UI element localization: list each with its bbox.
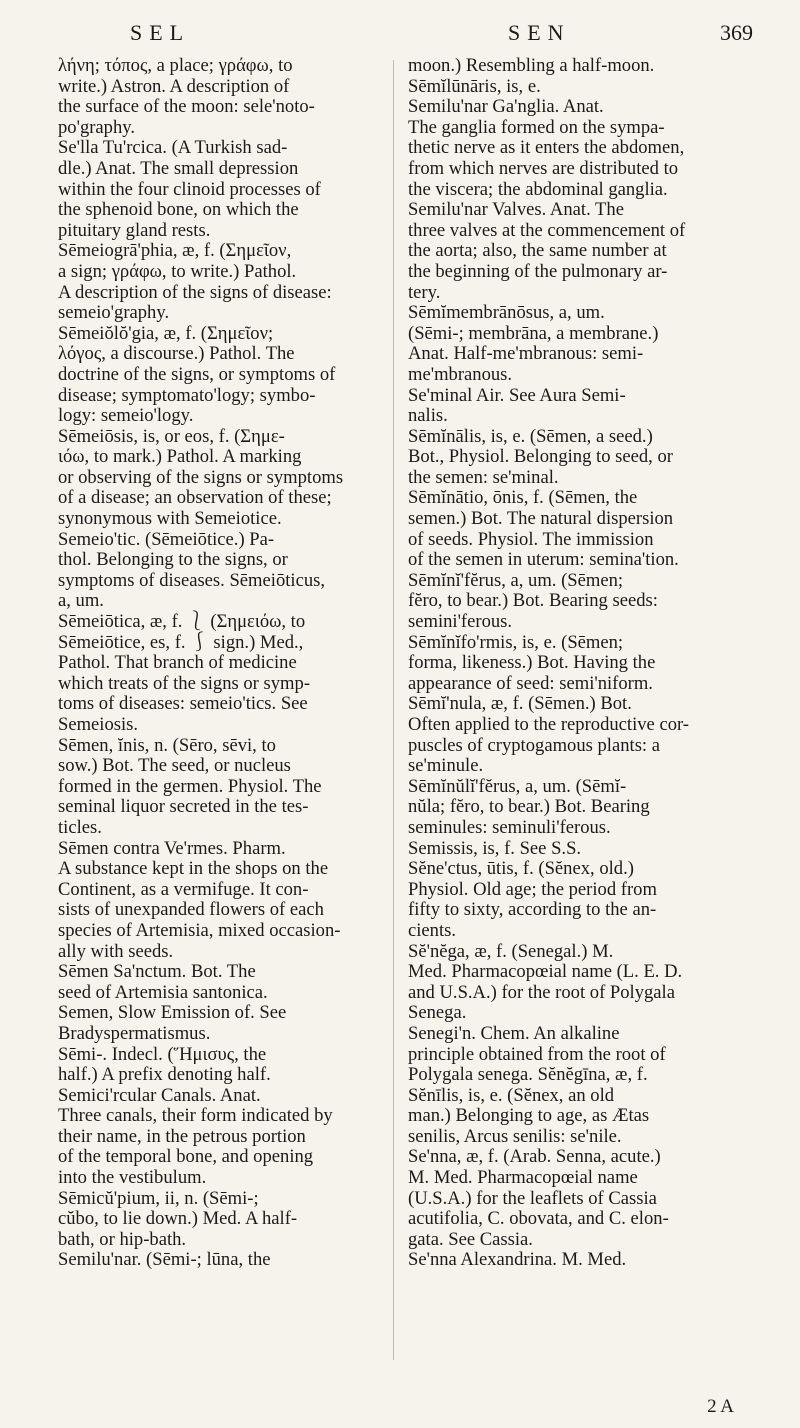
text-line: moon.) Resembling a half-moon. <box>408 56 655 76</box>
text-line: thetic nerve as it enters the abdomen, <box>408 137 685 159</box>
text-line: of the temporal bone, and opening <box>58 1146 314 1168</box>
text-line: Sēmeiōtice, es, f. ⎰ sign.) Med., <box>58 631 304 653</box>
text-line: of the semen in uterum: semina'tion. <box>408 549 679 571</box>
text-line: species of Artemisia, mixed occasion- <box>58 919 341 941</box>
text-line: po'graphy. <box>58 116 136 138</box>
text-line: Sēmi-. Indecl. (Ἥμισυς, the <box>58 1043 267 1065</box>
text-line: which treats of the signs or symp- <box>58 672 311 694</box>
left-column <box>58 56 376 1418</box>
text-line: tery. <box>408 281 441 303</box>
text-line: Senegi'n. Chem. An alkaline <box>408 1022 620 1044</box>
text-line: Physiol. Old age; the period from <box>408 878 657 900</box>
text-line: puscles of cryptogamous plants: a <box>408 734 660 756</box>
text-line: Sĕnīlis, is, e. (Sĕnex, an old <box>408 1084 615 1106</box>
text-line: symptoms of diseases. Sēmeiōticus, <box>58 569 326 591</box>
text-line: Sēmĭnŭlĭ'fĕrus, a, um. (Sēmĭ- <box>408 775 627 797</box>
text-line: half.) A prefix denoting half. <box>58 1064 271 1086</box>
text-line: Sēmen contra Ve'rmes. Pharm. <box>58 837 286 859</box>
page-number: 369 <box>720 20 753 45</box>
text-line: (Sēmi-; membrāna, a membrane.) <box>408 322 659 344</box>
text-line: Med. Pharmacopœial name (L. E. D. <box>408 961 683 983</box>
text-line: ticles. <box>58 816 102 838</box>
text-line: into the vestibulum. <box>58 1167 207 1189</box>
text-line: write.) Astron. A description of <box>58 75 290 97</box>
text-line: Semilu'nar Ga'nglia. Anat. <box>408 96 604 118</box>
text-line: Sĕ'nĕga, æ, f. (Senegal.) M. <box>408 940 614 962</box>
text-line: Sēmĭnĭ'fĕrus, a, um. (Sēmen; <box>408 569 624 591</box>
text-line: fifty to sixty, according to the an- <box>408 899 657 921</box>
text-line: Senega. <box>408 1002 467 1024</box>
text-line: within the four clinoid processes of <box>58 178 321 200</box>
text-line: Semeiosis. <box>58 714 139 735</box>
text-line: Sēmeiōsis, is, or eos, f. (Σημε- <box>58 425 285 447</box>
text-line: me'mbranous. <box>408 363 513 385</box>
text-line: formed in the germen. Physiol. The <box>58 775 322 797</box>
text-line: (U.S.A.) for the leaflets of Cassia <box>408 1187 657 1209</box>
text-line: nŭla; fĕro, to bear.) Bot. Bearing <box>408 796 650 818</box>
text-line: three valves at the commencement of <box>408 219 686 241</box>
text-line: Sĕne'ctus, ūtis, f. (Sĕnex, old.) <box>408 858 634 880</box>
text-line: forma, likeness.) Bot. Having the <box>408 652 656 674</box>
text-line: M. Med. Pharmacopœial name <box>408 1167 638 1189</box>
text-line: Se'nna Alexandrina. M. Med. <box>408 1249 627 1271</box>
column-divider <box>393 60 394 1360</box>
text-line: The ganglia formed on the sympa- <box>408 116 665 138</box>
text-line: Bot., Physiol. Belonging to seed, or <box>408 446 673 468</box>
text-line: Sēmen, ĭnis, n. (Sēro, sēvi, to <box>58 734 276 756</box>
text-line: from which nerves are distributed to <box>408 157 679 179</box>
text-line: Semen, Slow Emission of. See <box>58 1002 287 1024</box>
text-line: A substance kept in the shops on the <box>58 858 329 880</box>
text-line: A description of the signs of disease: <box>58 281 332 303</box>
text-line: Sēmeiŏlŏ'gia, æ, f. (Σημεῖον; <box>58 322 274 344</box>
text-line: disease; symptomato'logy; symbo- <box>58 384 316 406</box>
text-line: a, um. <box>58 590 104 612</box>
text-line: Semilu'nar Valves. Anat. The <box>408 199 624 221</box>
text-line: acutifolia, C. obovata, and C. elon- <box>408 1208 669 1230</box>
text-line: semeio'graphy. <box>58 302 170 324</box>
text-line: the beginning of the pulmonary ar- <box>408 260 668 282</box>
running-header-left: SEL <box>130 20 191 45</box>
running-header-right: SEN <box>508 20 571 45</box>
text-line: semini'ferous. <box>408 611 513 633</box>
text-line: Sēmen Sa'nctum. Bot. The <box>58 961 256 983</box>
text-line: Sēmĭnĭfo'rmis, is, e. (Sēmen; <box>408 631 624 653</box>
text-line: toms of diseases: semeio'tics. See <box>58 693 308 715</box>
text-line: Bradyspermatismus. <box>58 1022 211 1044</box>
text-line: the aorta; also, the same number at <box>408 240 667 262</box>
text-line: Se'nna, æ, f. (Arab. Senna, acute.) <box>408 1146 661 1168</box>
text-line: Sēmĭnātio, ōnis, f. (Sēmen, the <box>408 487 638 509</box>
text-line: appearance of seed: semi'niform. <box>408 672 653 694</box>
text-line: and U.S.A.) for the root of Polygala <box>408 981 675 1003</box>
text-line: the viscera; the abdominal ganglia. <box>408 178 668 200</box>
text-line: the sphenoid bone, on which the <box>58 199 299 221</box>
text-line: seminules: seminuli'ferous. <box>408 816 611 838</box>
text-line: nalis. <box>408 405 448 427</box>
text-line: Sēmĭnālis, is, e. (Sēmen, a seed.) <box>408 425 653 447</box>
text-line: synonymous with Semeiotice. <box>58 508 282 530</box>
right-column <box>408 56 742 1418</box>
text-line: Sēmĭmembrānōsus, a, um. <box>408 302 605 324</box>
text-line: of a disease; an observation of these; <box>58 487 332 509</box>
text-line: Se'lla Tu'rcica. (A Turkish sad- <box>58 137 288 159</box>
text-line: doctrine of the signs, or symptoms of <box>58 363 336 385</box>
text-line: ιόω, to mark.) Pathol. A marking <box>58 446 302 468</box>
text-line: se'minule. <box>408 755 484 777</box>
signature-mark: 2 A <box>707 1396 734 1417</box>
text-line: Pathol. That branch of medicine <box>58 652 297 674</box>
text-line: cŭbo, to lie down.) Med. A half- <box>58 1208 298 1230</box>
text-line: principle obtained from the root of <box>408 1043 666 1065</box>
text-line: Anat. Half-me'mbranous: semi- <box>408 343 644 365</box>
text-line: or observing of the signs or symptoms <box>58 466 344 488</box>
text-line: Semeio'tic. (Sēmeiōtice.) Pa- <box>58 528 275 550</box>
text-line: fĕro, to bear.) Bot. Bearing seeds: <box>408 590 658 612</box>
text-line: Sēmicŭ'pium, ii, n. (Sēmi-; <box>58 1187 259 1209</box>
text-line: Continent, as a vermifuge. It con- <box>58 878 309 900</box>
text-line: seed of Artemisia santonica. <box>58 981 268 1003</box>
text-line: the surface of the moon: sele'noto- <box>58 96 315 118</box>
text-line: Semici'rcular Canals. Anat. <box>58 1084 261 1106</box>
text-line: Semissis, is, f. See S.S. <box>408 837 582 859</box>
text-line: Sēmeiōtica, æ, f. ⎱ (Σημειόω, to <box>58 611 306 633</box>
text-line: man.) Belonging to age, as Ætas <box>408 1105 650 1127</box>
text-line: the semen: se'minal. <box>408 466 559 488</box>
text-line: of seeds. Physiol. The immission <box>408 528 654 550</box>
text-line: cients. <box>408 919 457 941</box>
text-line: Sēmĭlūnāris, is, e. <box>408 75 541 97</box>
text-line: ally with seeds. <box>58 940 174 962</box>
text-line: a sign; γράφω, to write.) Pathol. <box>58 260 297 282</box>
text-line: seminal liquor secreted in the tes- <box>58 796 309 818</box>
text-line: Sēmĭ'nula, æ, f. (Sēmen.) Bot. <box>408 693 632 715</box>
text-line: Polygala senega. Sĕnĕgīna, æ, f. <box>408 1064 648 1086</box>
text-line: Semilu'nar. (Sēmi-; lūna, the <box>58 1249 271 1271</box>
text-line: λήνη; τόπος, a place; γράφω, to <box>58 56 293 76</box>
text-line: their name, in the petrous portion <box>58 1125 306 1147</box>
text-line: sow.) Bot. The seed, or nucleus <box>58 755 291 777</box>
text-line: semen.) Bot. The natural dispersion <box>408 508 674 530</box>
text-line: λόγος, a discourse.) Pathol. The <box>58 343 295 365</box>
text-line: dle.) Anat. The small depression <box>58 157 299 179</box>
text-line: sists of unexpanded flowers of each <box>58 899 324 921</box>
text-line: Sēmeiogrā'phia, æ, f. (Σημεῖον, <box>58 240 292 262</box>
text-line: Se'minal Air. See Aura Semi- <box>408 384 626 406</box>
text-line: gata. See Cassia. <box>408 1228 533 1250</box>
text-line: pituitary gland rests. <box>58 219 211 241</box>
text-line: Often applied to the reproductive cor- <box>408 714 690 735</box>
text-line: senilis, Arcus senilis: se'nile. <box>408 1125 622 1147</box>
text-line: logy: semeio'logy. <box>58 405 194 427</box>
text-line: Three canals, their form indicated by <box>58 1105 333 1127</box>
text-line: bath, or hip-bath. <box>58 1228 187 1250</box>
text-line: thol. Belonging to the signs, or <box>58 549 288 571</box>
